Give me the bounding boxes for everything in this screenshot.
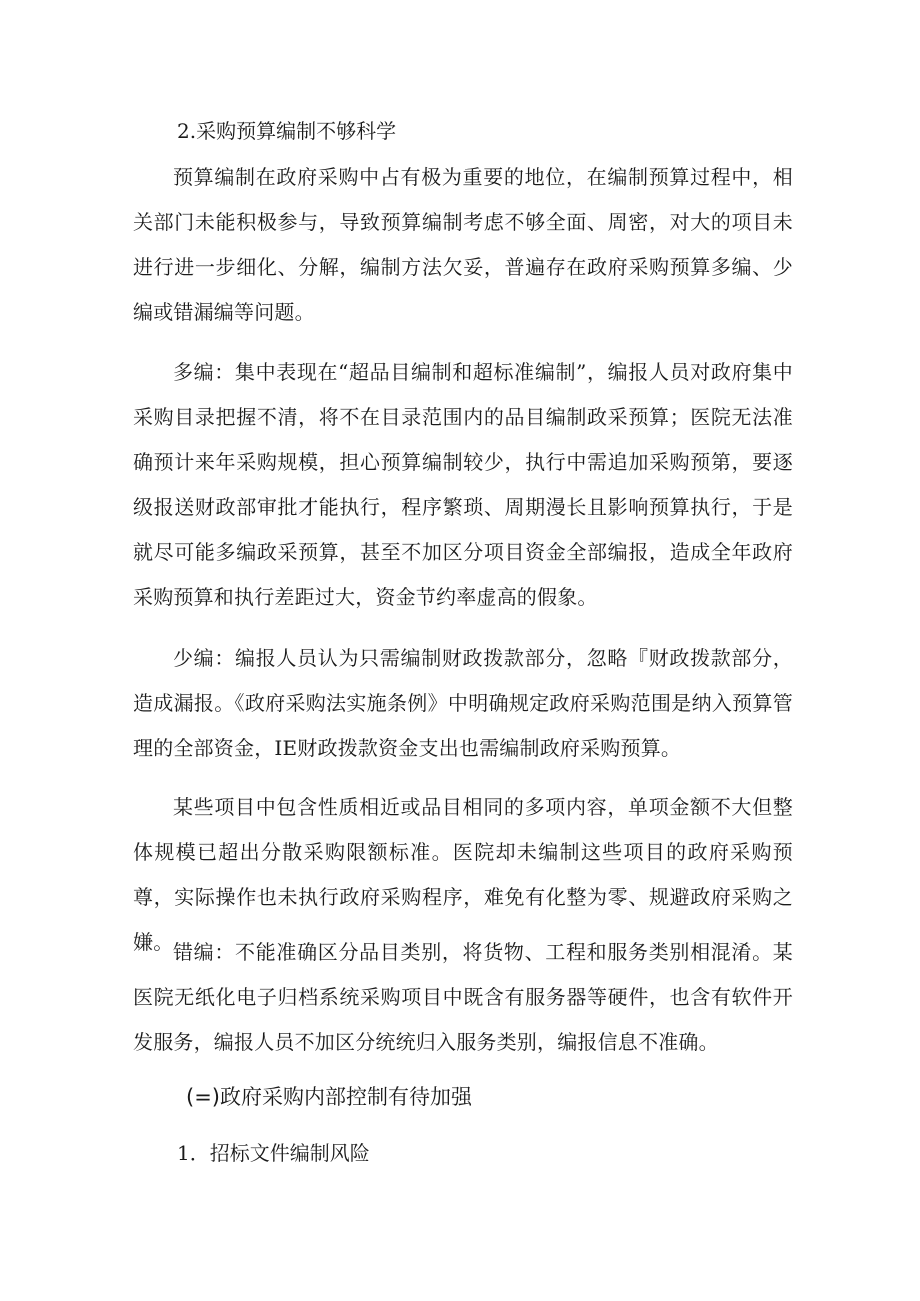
subsection-heading-tender-docs: 1．招标文件编制风险 <box>177 1141 370 1165</box>
section-heading-internal-control: (=)政府采购内部控制有待加强 <box>186 1085 472 1109</box>
paragraph-split-projects: 某些项目中包含性质相近或品目相同的多项内容，单项金额不大但整体规模已超出分散采购限额标准。医院却未编制这些项目的政府采购预尊，实际操作也未执行政府采购程序，难免有化整为零、规避政府采购之嫌。 <box>133 795 793 954</box>
paragraph-misclassification: 错编：不能准确区分品目类别，将货物、工程和服务类别相混淆。某医院无纸化电子归档系统采购项目中既含有服务器等硬件，也含有软件开发服务，编报人员不加区分统统归入服务类别，编报信息不准确。 <box>133 940 793 1054</box>
paragraph-under-budgeting: 少编：编报人员认为只需编制财政拨款部分，忽略『财政拨款部分，造成漏报。《政府采购法实施条例》中明确规定政府采购范围是纳入预算管理的全部资金，IE财政拨款资金支出也需编制政府采购预算。 <box>133 646 793 760</box>
paragraph-budget-importance: 预算编制在政府采购中占有极为重要的地位，在编制预算过程中，相关部门未能积极参与，导致预算编制考虑不够全面、周密，对大的项目未进行进一步细化、分解，编制方法欠妥，普遍存在政府采购预算多编、少编或错漏编等问题。 <box>133 165 793 324</box>
paragraph-over-budgeting: 多编：集中表现在“超品目编制和超标准编制”，编报人员对政府集中采购目录把握不清，将不在目录范围内的品目编制政采预算；医院无法准确预计来年采购规模，担心预算编制较少，执行中需追加采购预第，要逐级报送财政部审批才能执行，程序繁琐、周期漫长且影响预算执行，于是就尽可能多编政采预算，甚至不加区分项目资金全部编报，造成全年政府采购预算和执行差距过大，资金节约率虚高的假象。 <box>133 360 793 609</box>
section-heading-budget: 2.采购预算编制不够科学 <box>177 119 397 143</box>
